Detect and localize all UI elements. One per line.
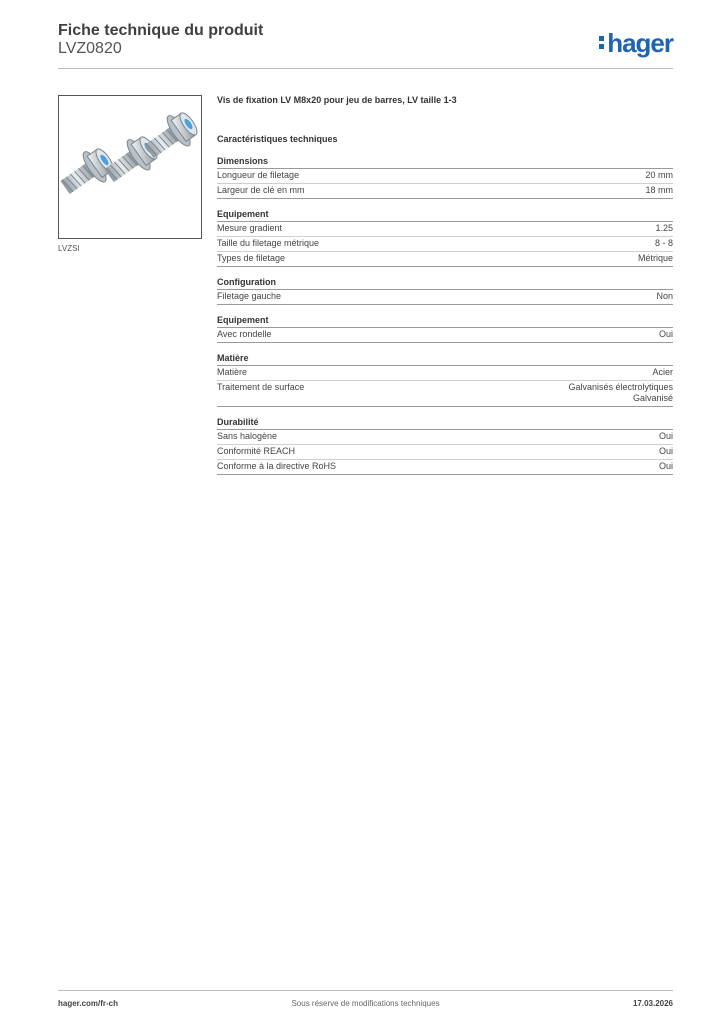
- spec-row: [217, 252, 673, 267]
- spec-value: [645, 185, 673, 196]
- spec-label: Matière: [217, 367, 248, 377]
- spec-value-line: 1.25: [655, 223, 673, 233]
- spec-row: [217, 381, 673, 407]
- hager-logo[interactable]: [599, 28, 673, 59]
- spec-label: Conformité REACH: [217, 446, 296, 456]
- spec-row: [217, 460, 673, 475]
- spec-row: [217, 328, 673, 343]
- spec-value-line: Métrique: [637, 253, 673, 263]
- spec-value: [656, 291, 673, 302]
- footer-notice: Sous réserve de modifications techniques: [291, 999, 440, 1008]
- spec-value: [638, 253, 673, 264]
- spec-label: Filetage gauche: [217, 291, 282, 301]
- spec-label: Mesure gradient: [217, 223, 283, 233]
- product-reference: LVZ0820: [58, 40, 122, 57]
- spec-group-title: Configuration: [217, 277, 673, 290]
- spec-value: [659, 329, 673, 340]
- spec-groups: [217, 156, 673, 475]
- spec-value-line: Oui: [658, 446, 673, 456]
- spec-row: [217, 430, 673, 445]
- spec-label: Longueur de filetage: [217, 170, 300, 180]
- spec-value-line: Galvanisé: [632, 393, 673, 403]
- spec-group-title: Equipement: [217, 315, 673, 328]
- spec-label: Traitement de surface: [217, 382, 305, 392]
- logo-dots-icon: [599, 28, 605, 54]
- page-footer: [58, 990, 673, 1013]
- spec-label: Avec rondelle: [217, 329, 272, 339]
- product-image: [58, 95, 202, 239]
- spec-value: [659, 446, 673, 457]
- spec-group: [217, 156, 673, 199]
- spec-group-title: Durabilité: [217, 417, 673, 430]
- spec-label: Largeur de clé en mm: [217, 185, 305, 195]
- spec-group: [217, 315, 673, 343]
- spec-row: [217, 222, 673, 237]
- spec-value-line: Galvanisés électrolytiques: [568, 382, 673, 392]
- spec-value: [652, 367, 673, 378]
- spec-value-line: 20 mm: [645, 170, 673, 180]
- spec-value: [659, 461, 673, 472]
- spec-value-line: 18 mm: [645, 185, 673, 195]
- spec-value-line: Non: [656, 291, 673, 301]
- spec-value-line: Oui: [658, 431, 673, 441]
- spec-value: [568, 382, 673, 404]
- spec-label: Sans halogène: [217, 431, 278, 441]
- spec-value-line: Oui: [658, 329, 673, 339]
- page-title: Fiche technique du produit: [58, 22, 264, 39]
- spec-row: [217, 184, 673, 199]
- spec-value-line: Acier: [652, 367, 673, 377]
- spec-group: [217, 353, 673, 407]
- spec-row: [217, 290, 673, 305]
- spec-value-line: 8 - 8: [654, 238, 673, 248]
- spec-group: [217, 209, 673, 267]
- spec-label: Taille du filetage métrique: [217, 238, 320, 248]
- page-header: [58, 20, 673, 69]
- spec-value: [659, 431, 673, 442]
- spec-row: [217, 169, 673, 184]
- spec-value: [645, 170, 673, 181]
- product-description: Vis de fixation LV M8x20 pour jeu de barres, LV taille 1-3: [217, 95, 457, 105]
- spec-group: [217, 417, 673, 475]
- screws-illustration-icon: [59, 96, 201, 238]
- spec-group-title: Equipement: [217, 209, 673, 222]
- spec-row: [217, 445, 673, 460]
- specs-heading: Caractéristiques techniques: [217, 134, 338, 144]
- spec-label: Conforme à la directive RoHS: [217, 461, 337, 471]
- spec-group-title: Matière: [217, 353, 673, 366]
- spec-value-line: Oui: [658, 461, 673, 471]
- logo-text: hager: [607, 28, 673, 58]
- spec-row: [217, 366, 673, 381]
- image-caption: LVZSI: [58, 244, 80, 253]
- spec-value: [655, 238, 673, 249]
- spec-content: [217, 95, 673, 485]
- footer-date: 17.03.2026: [632, 999, 673, 1008]
- spec-group: [217, 277, 673, 305]
- footer-website-link[interactable]: hager.com/fr-ch: [58, 999, 119, 1008]
- spec-group-title: Dimensions: [217, 156, 673, 169]
- spec-row: [217, 237, 673, 252]
- spec-value: [655, 223, 673, 234]
- spec-label: Types de filetage: [217, 253, 286, 263]
